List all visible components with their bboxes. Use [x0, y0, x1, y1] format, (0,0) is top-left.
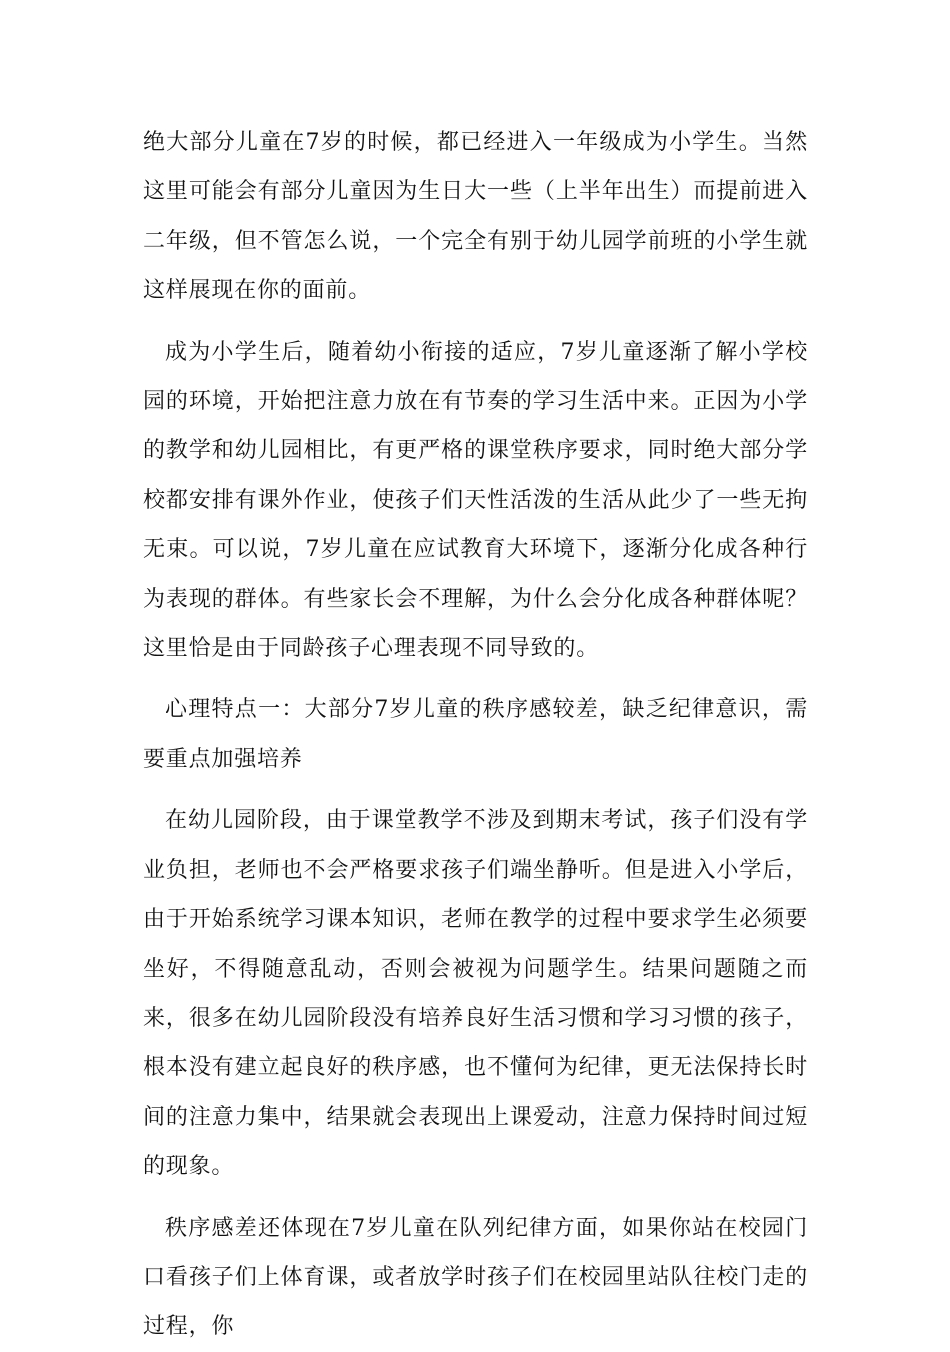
section-heading-psych-trait-1: 心理特点一：大部分7岁儿童的秩序感较差，缺乏纪律意识，需要重点加强培养 — [143, 697, 808, 772]
paragraph-3: 在幼儿园阶段，由于课堂教学不涉及到期末考试，孩子们没有学业负担，老师也不会严格要求孩子们端坐静听。但是进入小学后，由于开始系统学习课本知识，老师在教学的过程中要求学生必须要坐好，不得随意乱动，否则会被视为问题学生。结果问题随之而来，很多在幼儿园阶段没有培养良好生活习惯和学习习惯的孩子，根本没有建立起良好的秩序感，也不懂何为纪律，更无法保持长时间的注意力集中，结果就会表现出上课爱动，注意力保持时间过短的现象。 — [143, 808, 808, 1180]
paragraph-4: 秩序感差还体现在7岁儿童在队列纪律方面，如果你站在校园门口看孩子们上体育课，或者放学时孩子们在校园里站队往校门走的过程，你 — [143, 1215, 808, 1340]
paragraph-1: 绝大部分儿童在7岁的时候，都已经进入一年级成为小学生。当然这里可能会有部分儿童因为生日大一些（上半年出生）而提前进入二年级，但不管怎么说，一个完全有别于幼儿园学前班的小学生就这样展现在你的面前。 — [143, 130, 808, 304]
document-body — [143, 118, 808, 1352]
paragraph-2: 成为小学生后，随着幼小衔接的适应，7岁儿童逐渐了解小学校园的环境，开始把注意力放在有节奏的学习生活中来。正因为小学的教学和幼儿园相比，有更严格的课堂秩序要求，同时绝大部分学校都安排有课外作业，使孩子们天性活泼的生活从此少了一些无拘无束。可以说，7岁儿童在应试教育大环境下，逐渐分化成各种行为表现的群体。有些家长会不理解，为什么会分化成各种群体呢？这里恰是由于同龄孩子心理表现不同导致的。 — [143, 339, 808, 662]
